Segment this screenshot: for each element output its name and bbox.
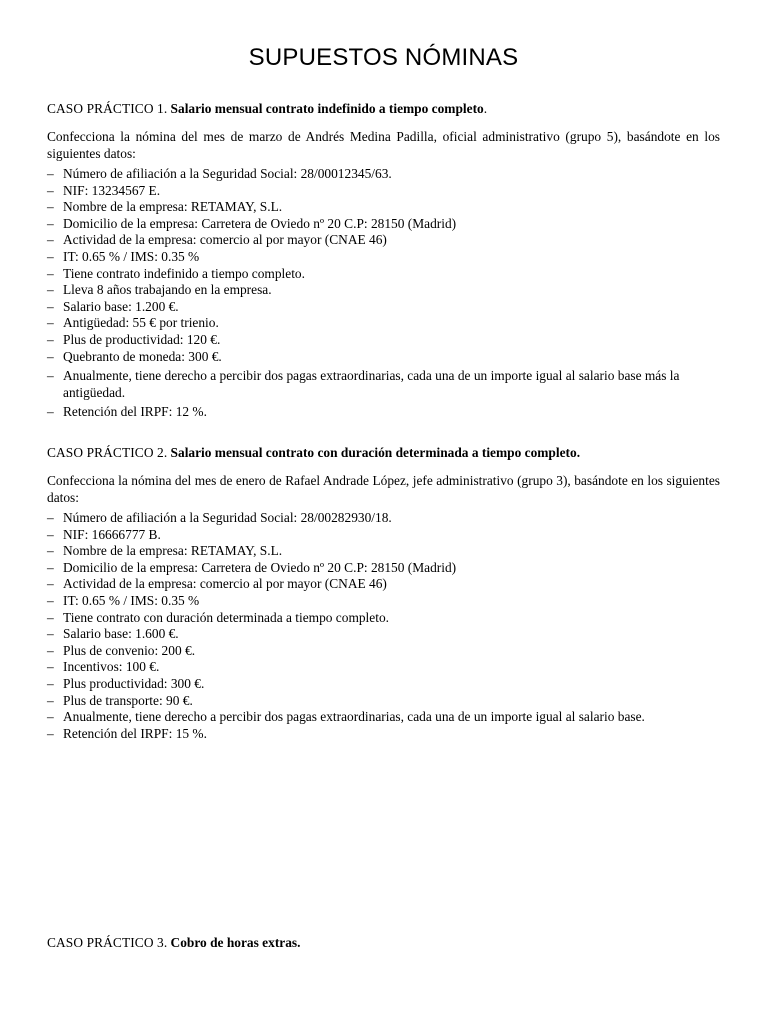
list-item: – Nombre de la empresa: RETAMAY, S.L. [47, 543, 283, 559]
list-item: – Plus productividad: 300 €. [47, 675, 205, 691]
list-item: – Quebranto de moneda: 300 €. [47, 348, 222, 364]
list-item: – Número de afiliación a la Seguridad Social: 28/00282930/18. [47, 510, 392, 525]
case-2-heading: CASO PRÁCTICO 2. Salario mensual contrato con duración determinada a tiempo completo. [47, 445, 581, 460]
list-item: – Plus de productividad: 120 €. [47, 331, 221, 347]
case-3-label: CASO PRÁCTICO 3 [47, 935, 164, 950]
list-item: – Domicilio de la empresa: Carretera de Oviedo nº 20 C.P: 28150 (Madrid) [47, 215, 457, 231]
list-item: – Actividad de la empresa: comercio al por mayor (CNAE 46) [47, 576, 387, 592]
list-item: – Retención del IRPF: 15 %. [47, 725, 207, 741]
list-item: – Plus de transporte: 90 €. [47, 692, 193, 708]
list-item: – Tiene contrato indefinido a tiempo completo. [47, 265, 305, 281]
list-item: – Actividad de la empresa: comercio al por mayor (CNAE 46) [47, 232, 387, 248]
case-2-label: CASO PRÁCTICO 2 [47, 445, 164, 460]
list-item: – IT: 0.65 % / IMS: 0.35 % [47, 248, 200, 264]
case-1-section [47, 101, 720, 421]
list-item: – Lleva 8 años trabajando en la empresa. [47, 282, 272, 298]
list-item: – Plus de convenio: 200 €. [47, 642, 196, 658]
case-3-section [47, 935, 720, 951]
case-2-intro: Confecciona la nómina del mes de enero de Rafael Andrade López, jefe administrativo (grupo 3), basándote en los siguientes datos: [47, 473, 720, 505]
list-item: – Anualmente, tiene derecho a percibir dos pagas extraordinarias, cada una de un importe igual al salario base. [47, 709, 645, 725]
list-item: – Anualmente, tiene derecho a percibir dos pagas extraordinarias, cada una de un importe igual al salario base más la antigüedad. [47, 368, 680, 400]
list-item: – Incentivos: 100 €. [47, 659, 160, 675]
list-item: – Retención del IRPF: 12 %. [47, 404, 207, 420]
list-item: – Salario base: 1.200 €. [47, 298, 179, 314]
page-title: SUPUESTOS NÓMINAS [248, 44, 519, 71]
case-1-label: CASO PRÁCTICO 1 [47, 101, 164, 116]
case-2-data-list [47, 510, 720, 742]
case-1-data-list [47, 166, 720, 421]
case-3-heading: CASO PRÁCTICO 3. Cobro de horas extras. [47, 935, 301, 950]
case-3-title: Cobro de horas extras. [170, 935, 301, 950]
list-item: – Antigüedad: 55 € por trienio. [47, 315, 219, 331]
list-item: – IT: 0.65 % / IMS: 0.35 % [47, 592, 200, 608]
list-item: – NIF: 13234567 E. [47, 182, 161, 198]
list-item: – NIF: 16666777 B. [47, 526, 161, 542]
list-item: – Número de afiliación a la Seguridad Social: 28/00012345/63. [47, 166, 392, 181]
case-1-heading: CASO PRÁCTICO 1. Salario mensual contrato indefinido a tiempo completo. [47, 101, 488, 116]
case-1-title: Salario mensual contrato indefinido a tiempo completo [170, 101, 484, 116]
list-item: – Tiene contrato con duración determinada a tiempo completo. [47, 609, 389, 625]
case-2-section [47, 445, 720, 742]
list-item: – Nombre de la empresa: RETAMAY, S.L. [47, 199, 283, 215]
case-2-title: Salario mensual contrato con duración determinada a tiempo completo. [170, 445, 581, 460]
list-item: – Salario base: 1.600 €. [47, 626, 179, 642]
case-1-intro: Confecciona la nómina del mes de marzo de Andrés Medina Padilla, oficial administrativo (grupo 5), basándote en los siguientes datos: [47, 129, 720, 161]
list-item: – Domicilio de la empresa: Carretera de Oviedo nº 20 C.P: 28150 (Madrid) [47, 559, 457, 575]
